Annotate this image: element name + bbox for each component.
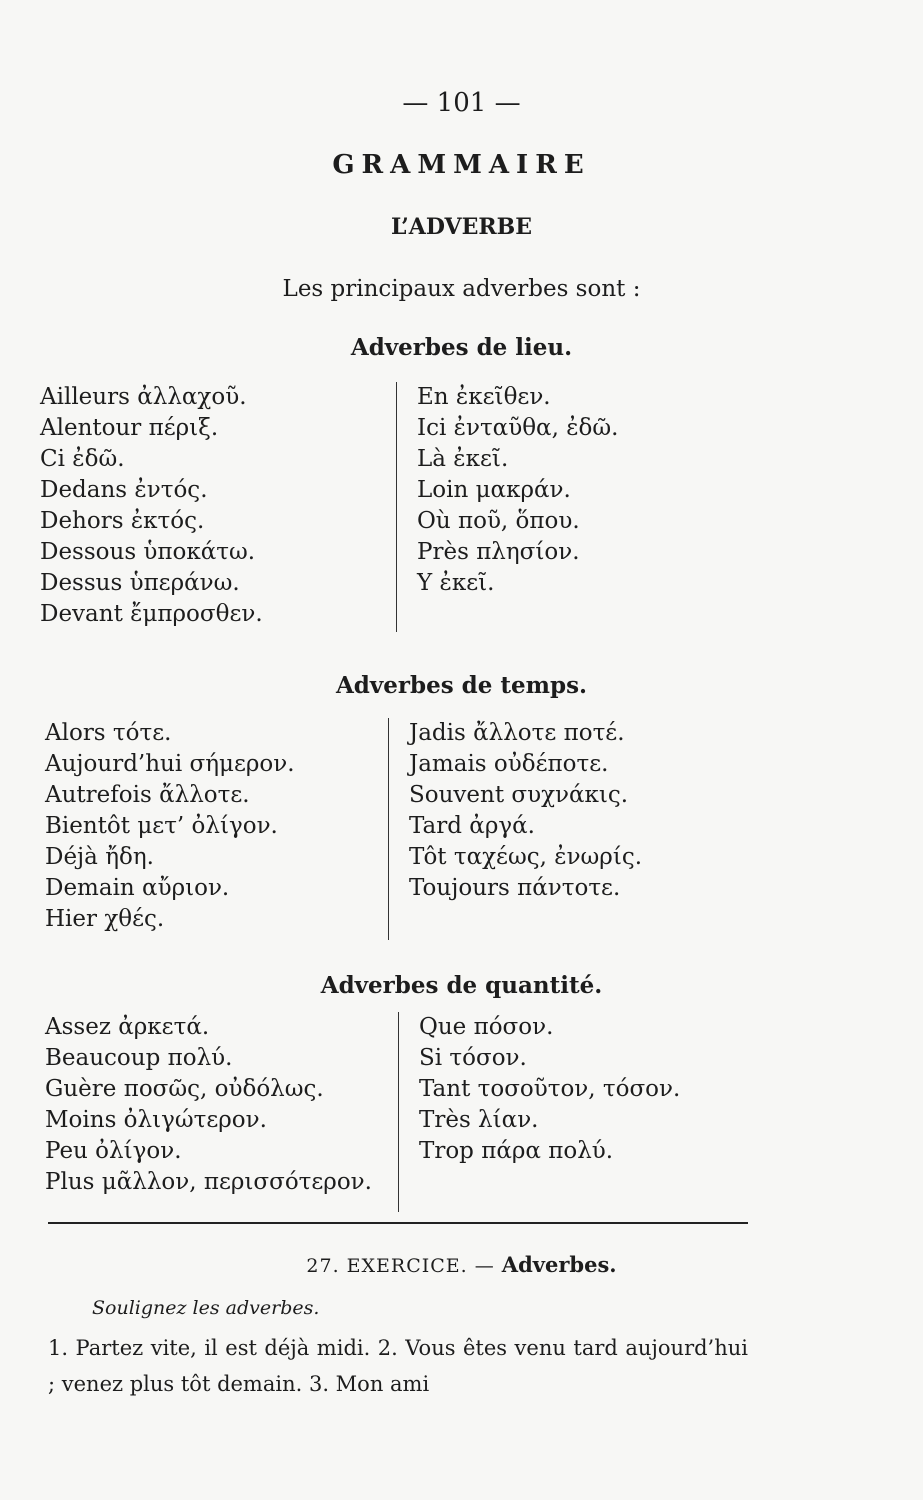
adverb-entry: Tant τοσοῦτον, τόσον. <box>419 1076 681 1102</box>
adverb-entry: Tôt ταχέως, ἐνωρίς. <box>409 844 643 870</box>
adverb-entry: Si τόσον. <box>419 1045 527 1071</box>
adverb-entry: Ailleurs ἀλλαχοῦ. <box>40 384 247 410</box>
adverb-entry: Dessous ὑποκάτω. <box>40 539 256 565</box>
adverb-entry: Guère ποσῶς, οὐδόλως. <box>45 1076 324 1102</box>
adverb-entry: Loin μακράν. <box>417 477 571 503</box>
adverb-entry: Très λίαν. <box>419 1107 539 1133</box>
adverb-entry: Y ἐκεῖ. <box>417 570 495 596</box>
adverb-list-temps-left <box>45 718 295 935</box>
adverb-entry: Jadis ἄλλοτε ποτέ. <box>409 720 625 746</box>
chapter-subtitle: L’ADVERBE <box>390 214 533 240</box>
adverb-entry: Alentour πέριξ. <box>40 415 219 441</box>
adverb-entry: Bientôt μετ’ ὀλίγον. <box>45 813 278 839</box>
section-title-lieu: Adverbes de lieu. <box>350 334 573 361</box>
adverb-entry: Hier χθές. <box>45 906 165 932</box>
exercise-heading <box>0 1252 923 1277</box>
adverb-entry: Assez ἀρκετά. <box>45 1014 210 1040</box>
exercise-heading-title: Adverbes. <box>501 1252 617 1277</box>
intro-text: Les principaux adverbes sont : <box>282 276 641 302</box>
adverb-entry: Dessus ὑπεράνω. <box>40 570 240 596</box>
adverb-entry: Autrefois ἄλλοτε. <box>45 782 250 808</box>
adverb-list-temps-right <box>388 718 642 940</box>
adverb-entry: Alors τότε. <box>45 720 172 746</box>
adverb-entry: Que πόσον. <box>419 1014 554 1040</box>
adverb-entry: Tard ἀργά. <box>409 813 535 839</box>
adverb-entry: En ἐκεῖθεν. <box>417 384 551 410</box>
adverb-entry: Demain αὔριον. <box>45 875 230 901</box>
adverb-entry: Dehors ἐκτός. <box>40 508 205 534</box>
adverb-list-lieu-right <box>396 382 618 632</box>
adverb-entry: Beaucoup πολύ. <box>45 1045 233 1071</box>
section-title-temps: Adverbes de temps. <box>335 672 588 699</box>
adverb-list-lieu-left <box>40 382 263 630</box>
exercise-instruction: Soulignez les adverbes. <box>92 1297 320 1319</box>
adverb-entry: Où ποῦ, ὅπου. <box>417 508 580 534</box>
exercise-heading-prefix: 27. EXERCICE. — <box>306 1255 502 1277</box>
adverb-entry: Trop πάρα πολύ. <box>419 1138 614 1164</box>
adverb-entry: Plus μᾶλλον, περισσότερον. <box>45 1169 372 1195</box>
adverb-list-quantite-left <box>45 1012 372 1198</box>
adverb-entry: Déjà ἤδη. <box>45 844 154 870</box>
adverb-entry: Devant ἔμπροσθεν. <box>40 601 263 627</box>
adverb-entry: Dedans ἐντός. <box>40 477 208 503</box>
adverb-entry: Moins ὀλιγώτερον. <box>45 1107 267 1133</box>
adverb-entry: Aujourd’hui σήμερον. <box>45 751 295 777</box>
adverb-entry: Jamais οὐδέποτε. <box>409 751 609 777</box>
adverb-entry: Peu ὀλίγον. <box>45 1138 182 1164</box>
exercise-text: 1. Partez vite, il est déjà midi. 2. Vous êtes venu tard aujourd’hui ; venez plus tôt demain. 3. Mon ami <box>48 1336 748 1396</box>
page-number: — 101 — <box>402 88 521 118</box>
adverb-entry: Ci ἐδῶ. <box>40 446 125 472</box>
adverb-list-quantite-right <box>398 1012 680 1212</box>
page-title: GRAMMAIRE <box>332 150 591 180</box>
section-divider <box>48 1222 748 1224</box>
adverb-entry: Toujours πάντοτε. <box>409 875 621 901</box>
adverb-entry: Souvent συχνάκις. <box>409 782 629 808</box>
adverb-entry: Là ἐκεῖ. <box>417 446 509 472</box>
section-title-quantite: Adverbes de quantité. <box>320 972 603 999</box>
adverb-entry: Ici ἐνταῦθα, ἐδῶ. <box>417 415 619 441</box>
adverb-entry: Près πλησίον. <box>417 539 580 565</box>
